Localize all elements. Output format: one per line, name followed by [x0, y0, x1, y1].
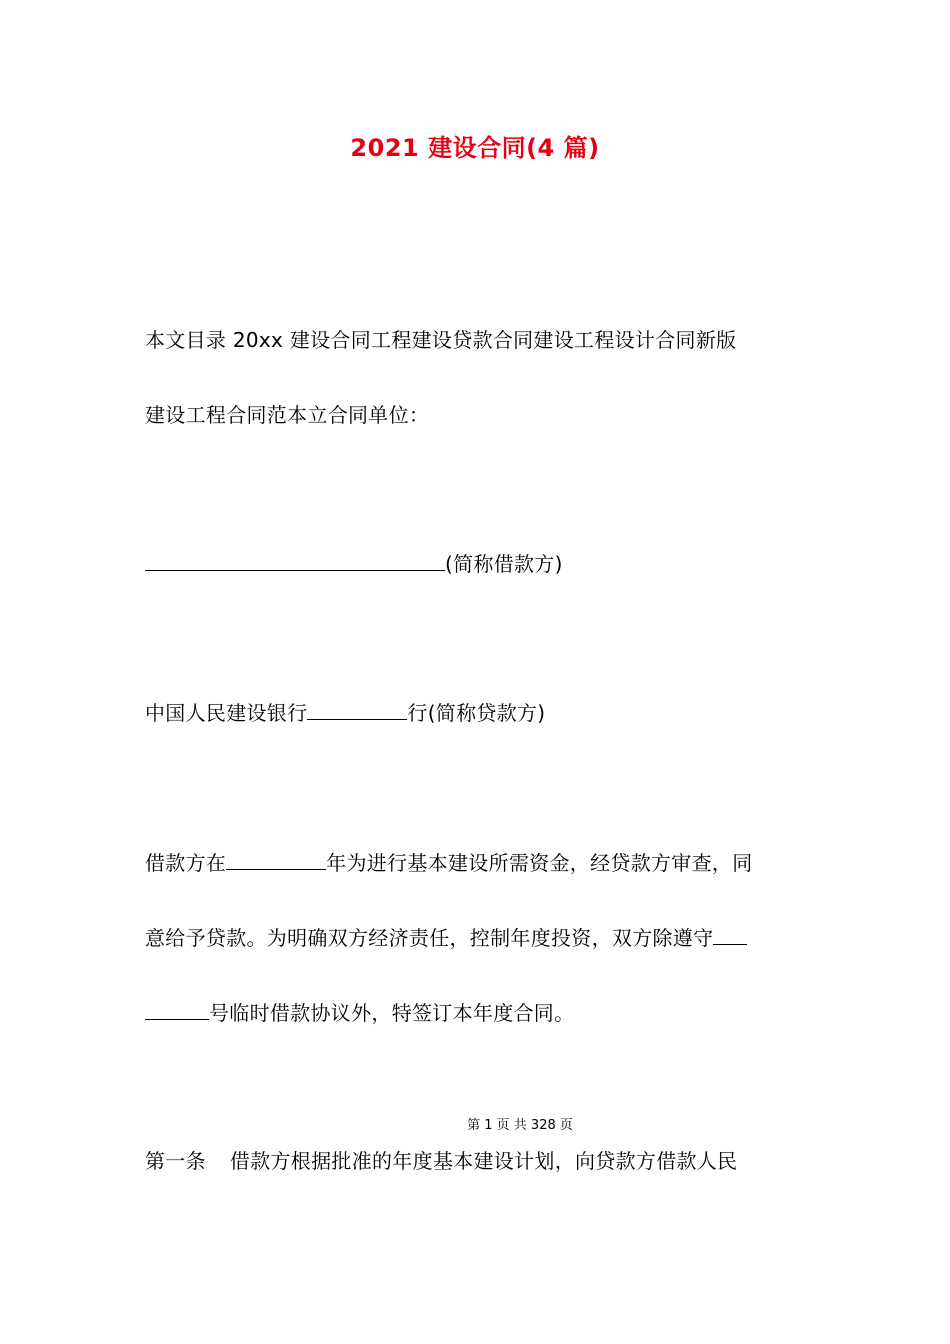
- article-1-line: [145, 1146, 815, 1176]
- paragraph-line-1: 本文目录 20xx 建设合同工程建设贷款合同建设工程设计合同新版: [145, 328, 737, 352]
- paragraph-line-2: 建设工程合同范本立合同单位：: [145, 403, 430, 427]
- document-title: 2021 建设合同(4 篇): [350, 134, 600, 162]
- lender-bank-name: 中国人民建设银行: [145, 701, 308, 725]
- lender-branch-blank: [307, 697, 407, 720]
- article-number: 第一条: [145, 1149, 206, 1173]
- paragraph-line-5: [145, 847, 815, 878]
- page-footer: 第 1 页 共 328 页: [467, 1118, 573, 1133]
- paragraph-line-7: [145, 997, 815, 1028]
- lender-label: 行(简称贷款方): [407, 701, 546, 725]
- line5-suffix: 年为进行基本建设所需资金，经贷款方审查，同: [326, 851, 753, 875]
- year-blank: [226, 847, 326, 870]
- paragraph-line-6: [145, 922, 815, 953]
- agreement-blank-start: [713, 922, 747, 945]
- agreement-blank-end: [145, 997, 209, 1020]
- line6-text: 意给予贷款。为明确双方经济责任，控制年度投资，双方除遵守: [145, 926, 714, 950]
- line5-prefix: 借款方在: [145, 851, 227, 875]
- borrower-line: [145, 548, 815, 579]
- borrower-label: (简称借款方): [445, 552, 563, 576]
- line7-suffix: 号临时借款协议外，特签订本年度合同。: [209, 1001, 575, 1025]
- lender-line: [145, 697, 815, 728]
- borrower-blank: [145, 548, 445, 571]
- article-text: 借款方根据批准的年度基本建设计划，向贷款方借款人民: [229, 1149, 738, 1173]
